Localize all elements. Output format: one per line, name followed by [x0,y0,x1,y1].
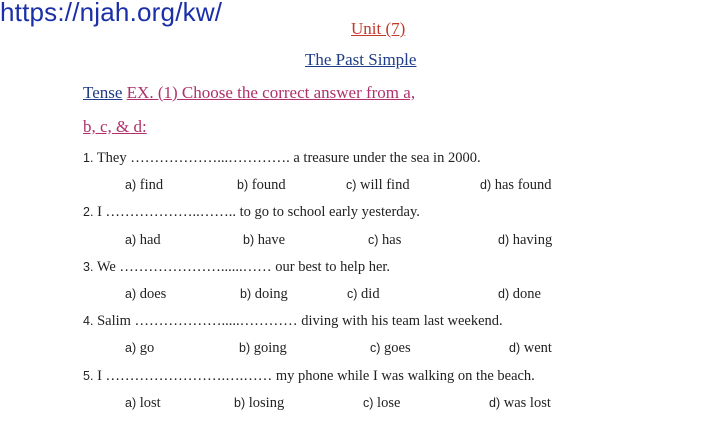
exercise-instruction-continued: b, c, & d: [83,117,147,136]
option-a[interactable] [125,177,163,194]
question-1 [83,150,481,167]
question-text: Salim ……………….....………… diving with his team last weekend. [97,313,503,329]
question-4 [83,313,503,330]
question-3 [83,259,390,276]
site-url-watermark: https://njah.org/kw/ [0,0,223,27]
question-number: 1. [83,151,94,165]
option-a[interactable] [125,286,166,303]
option-text: done [509,286,541,302]
option-d[interactable] [480,177,552,194]
option-c[interactable] [346,177,410,194]
option-c[interactable] [370,340,411,357]
option-text: had [136,232,161,248]
option-letter: b) [240,287,252,301]
option-c[interactable] [368,232,401,249]
option-text: find [136,177,164,193]
option-text: found [248,177,286,193]
option-d[interactable] [498,232,552,249]
option-letter: c) [363,396,374,410]
option-a[interactable] [125,340,154,357]
option-text: was lost [500,395,551,411]
option-text: doing [251,286,288,302]
option-letter: b) [239,341,251,355]
option-text: have [254,232,286,248]
option-b[interactable] [234,395,284,412]
option-c[interactable] [363,395,400,412]
option-text: lost [136,395,161,411]
question-text: I …………………….….…… my phone while I was walking on the beach. [97,368,535,384]
question-number: 3. [83,260,94,274]
question-5 [83,368,535,385]
option-letter: d) [498,233,510,247]
option-letter: c) [346,178,357,192]
exercise-heading [83,83,415,103]
question-number: 4. [83,314,94,328]
option-a[interactable] [125,395,161,412]
option-letter: a) [125,178,137,192]
exercise-instruction: EX. (1) Choose the correct answer from a, [126,83,416,102]
option-d[interactable] [498,286,541,303]
option-letter: b) [234,396,246,410]
option-text: lose [373,395,401,411]
option-letter: a) [125,287,137,301]
option-text: did [357,286,380,302]
option-letter: b) [243,233,255,247]
option-letter: c) [368,233,379,247]
option-letter: d) [498,287,510,301]
option-c[interactable] [347,286,380,303]
question-text: We …………………......…… our best to help her. [96,259,391,275]
option-text: has found [491,177,552,193]
question-number: 5. [83,369,94,383]
option-text: having [509,232,553,248]
option-b[interactable] [240,286,288,303]
option-letter: a) [125,341,137,355]
option-letter: b) [237,178,249,192]
option-d[interactable] [509,340,552,357]
option-letter: c) [347,287,358,301]
option-letter: d) [509,341,521,355]
option-text: goes [380,340,411,356]
option-letter: d) [480,178,492,192]
question-2 [83,204,420,221]
lesson-subtitle: The Past Simple [305,50,417,69]
option-text: has [378,232,402,248]
option-letter: d) [489,396,501,410]
option-d[interactable] [489,395,551,412]
option-b[interactable] [237,177,286,194]
option-a[interactable] [125,232,161,249]
tense-label: Tense [83,83,123,102]
option-text: does [136,286,167,302]
option-letter: a) [125,396,137,410]
option-text: went [520,340,552,356]
option-b[interactable] [243,232,285,249]
option-b[interactable] [239,340,287,357]
option-text: losing [245,395,285,411]
option-letter: c) [370,341,381,355]
question-number: 2. [83,205,94,219]
option-text: going [250,340,287,356]
option-text: will find [356,177,410,193]
option-letter: a) [125,233,137,247]
option-text: go [136,340,155,356]
question-text: They ………………...…………. a treasure under the sea in 2000. [96,150,481,166]
unit-title: Unit (7) [351,19,406,38]
question-text: I ………………..…….. to go to school early yesterday. [97,204,420,220]
